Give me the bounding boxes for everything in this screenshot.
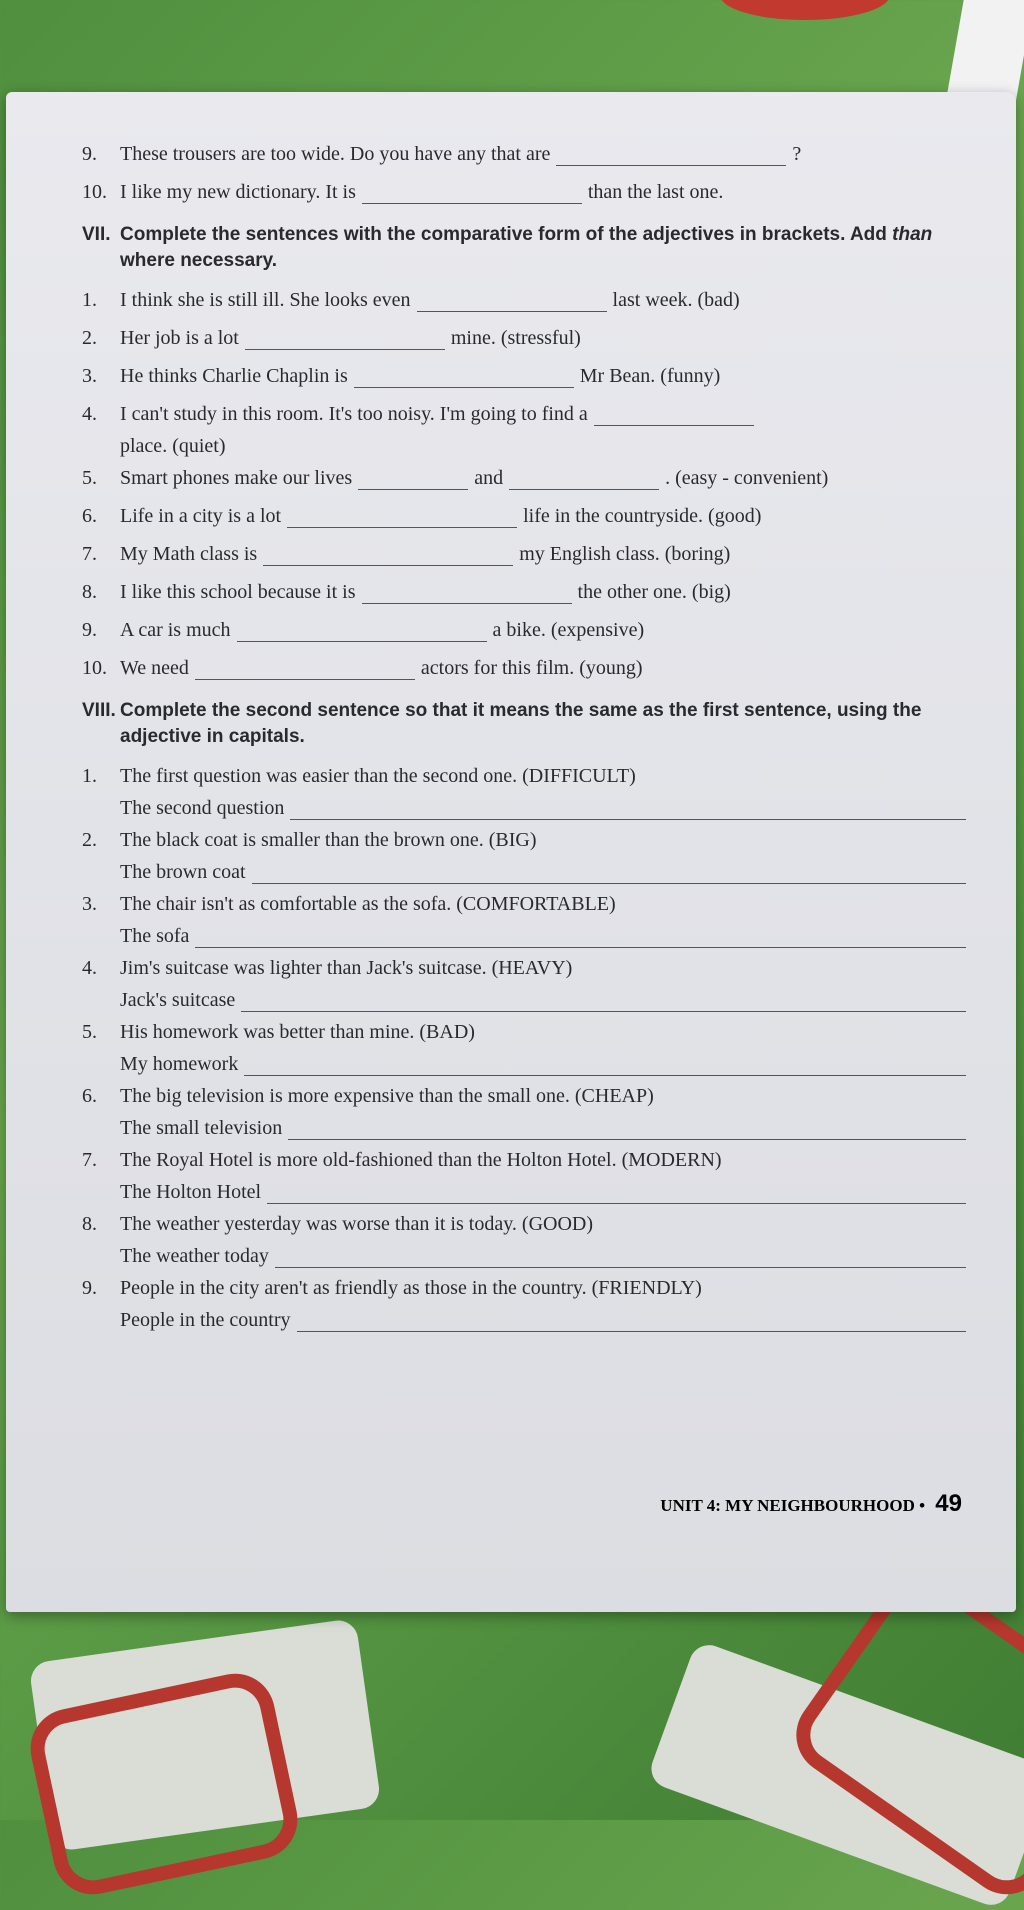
item-number: 1.: [82, 289, 97, 311]
exercise-item: [82, 892, 972, 948]
exercise-line: [82, 180, 972, 204]
item-after: . (easy - convenient): [665, 467, 829, 489]
item-number: 9.: [82, 619, 97, 641]
answer-blank[interactable]: [417, 293, 607, 312]
answer-blank[interactable]: [252, 865, 966, 884]
rewrite-start: Jack's suitcase: [120, 989, 236, 1011]
item-mid: and: [474, 467, 504, 489]
item-number: 2.: [82, 829, 97, 851]
item-after: last week. (bad): [612, 289, 740, 311]
answer-blank[interactable]: [556, 147, 786, 166]
rewrite-start: The Holton Hotel: [120, 1181, 262, 1203]
answer-blank[interactable]: [275, 1249, 966, 1268]
exercise-line: [82, 1212, 972, 1236]
rewrite-line: [82, 796, 972, 820]
exercise-line: [82, 892, 972, 916]
answer-blank[interactable]: [594, 407, 754, 426]
exercise-item: [82, 956, 972, 1012]
item-number: 4.: [82, 957, 97, 979]
item-text: These trousers are too wide. Do you have any that are: [120, 143, 551, 165]
item-after: place. (quiet): [120, 435, 226, 457]
item-number: 3.: [82, 893, 97, 915]
exercise-line: [82, 1148, 972, 1172]
item-sentence: The big television is more expensive than the small one. (CHEAP): [120, 1085, 654, 1107]
item-after: a bike. (expensive): [492, 619, 645, 641]
item-before: Life in a city is a lot: [120, 505, 282, 527]
answer-blank[interactable]: [509, 471, 659, 490]
rewrite-line: [82, 1116, 972, 1140]
exercise-line: [82, 1276, 972, 1300]
rewrite-start: The sofa: [120, 925, 190, 947]
exercise-line: [82, 580, 972, 604]
item-sentence: The black coat is smaller than the brown one. (BIG): [120, 829, 537, 851]
exercise-line: [82, 1020, 972, 1044]
item-number: 4.: [82, 403, 97, 425]
item-sentence: The chair isn't as comfortable as the sofa. (COMFORTABLE): [120, 893, 616, 915]
exercise-line-continued: [82, 434, 972, 458]
footer-bullet: •: [919, 1496, 926, 1515]
item-number: 6.: [82, 1085, 97, 1107]
rewrite-line: [82, 1244, 972, 1268]
exercise-line: [82, 764, 972, 788]
item-number: 7.: [82, 543, 97, 565]
answer-blank[interactable]: [362, 585, 572, 604]
exercise-line: [82, 828, 972, 852]
exercise-line: [82, 956, 972, 980]
exercise-item: [82, 1148, 972, 1204]
item-before: He thinks Charlie Chaplin is: [120, 365, 348, 387]
answer-blank[interactable]: [290, 801, 966, 820]
page-footer: [660, 1490, 962, 1518]
answer-blank[interactable]: [244, 1057, 966, 1076]
item-sentence: The first question was easier than the second one. (DIFFICULT): [120, 765, 636, 787]
exercise-line: [82, 402, 972, 426]
item-number: 2.: [82, 327, 97, 349]
answer-blank[interactable]: [297, 1313, 966, 1332]
item-number: 8.: [82, 1213, 97, 1235]
exercise-line: [82, 618, 972, 642]
item-sentence: The Royal Hotel is more old-fashioned than the Holton Hotel. (MODERN): [120, 1149, 722, 1171]
section-instruction: Complete the second sentence so that it means the same as the first sentence, using the adjective in capitals.: [120, 700, 922, 747]
item-number: 5.: [82, 467, 97, 489]
item-number: 9.: [82, 143, 97, 165]
section-instruction: [120, 222, 972, 274]
exercise-line: [82, 288, 972, 312]
answer-blank[interactable]: [288, 1121, 966, 1140]
answer-blank[interactable]: [267, 1185, 966, 1204]
item-number: 1.: [82, 765, 97, 787]
rewrite-line: [82, 1052, 972, 1076]
answer-blank[interactable]: [241, 993, 966, 1012]
section-viii-heading: [82, 698, 972, 750]
rewrite-start: The second question: [120, 797, 285, 819]
instruction-part: where necessary.: [120, 250, 278, 271]
item-before: My Math class is: [120, 543, 258, 565]
section-number: VIII.: [82, 700, 116, 721]
answer-blank[interactable]: [245, 331, 445, 350]
exercise-line: [82, 142, 972, 166]
item-number: 8.: [82, 581, 97, 603]
rewrite-start: The small television: [120, 1117, 283, 1139]
item-number: 10.: [82, 181, 107, 203]
section-vii-heading: [82, 222, 972, 274]
answer-blank[interactable]: [287, 509, 517, 528]
item-number: 6.: [82, 505, 97, 527]
exercise-item: [82, 402, 972, 458]
item-number: 5.: [82, 1021, 97, 1043]
answer-blank[interactable]: [358, 471, 468, 490]
item-text-end: than the last one.: [587, 181, 724, 203]
rewrite-line: [82, 860, 972, 884]
rewrite-start: People in the country: [120, 1309, 291, 1331]
background-red-shape: [720, 0, 890, 20]
item-before: I can't study in this room. It's too noisy. I'm going to find a: [120, 403, 588, 425]
answer-blank[interactable]: [362, 185, 582, 204]
item-before: I think she is still ill. She looks even: [120, 289, 411, 311]
item-after: my English class. (boring): [519, 543, 731, 565]
item-after: life in the countryside. (good): [523, 505, 762, 527]
item-after: the other one. (big): [577, 581, 731, 603]
answer-blank[interactable]: [195, 929, 966, 948]
exercise-line: [82, 326, 972, 350]
unit-title: UNIT 4: MY NEIGHBOURHOOD: [660, 1496, 915, 1515]
exercise-line: [82, 542, 972, 566]
exercise-line: [82, 364, 972, 388]
answer-blank[interactable]: [354, 369, 574, 388]
rewrite-line: [82, 1180, 972, 1204]
rewrite-line: [82, 1308, 972, 1332]
exercise-item: [82, 1276, 972, 1332]
item-number: 9.: [82, 1277, 97, 1299]
exercise-item: [82, 764, 972, 820]
item-after: mine. (stressful): [450, 327, 581, 349]
section-number: VII.: [82, 224, 111, 245]
item-before: Smart phones make our lives: [120, 467, 353, 489]
instruction-italic: than: [892, 224, 933, 245]
item-sentence: His homework was better than mine. (BAD): [120, 1021, 475, 1043]
exercise-line: [82, 466, 972, 490]
item-before: We need: [120, 657, 189, 679]
item-number: 10.: [82, 657, 107, 679]
exercise-line: [82, 656, 972, 680]
exercise-item: [82, 828, 972, 884]
answer-blank[interactable]: [263, 547, 513, 566]
exercise-line: [82, 504, 972, 528]
answer-blank[interactable]: [237, 623, 487, 642]
item-sentence: The weather yesterday was worse than it is today. (GOOD): [120, 1213, 593, 1235]
exercise-item: [82, 1084, 972, 1140]
page-content: [82, 142, 972, 1340]
item-after: actors for this film. (young): [420, 657, 643, 679]
item-number: 7.: [82, 1149, 97, 1171]
exercise-item: [82, 1212, 972, 1268]
item-sentence: People in the city aren't as friendly as those in the country. (FRIENDLY): [120, 1277, 702, 1299]
item-after: Mr Bean. (funny): [579, 365, 721, 387]
page-number: 49: [935, 1490, 962, 1517]
item-sentence: Jim's suitcase was lighter than Jack's suitcase. (HEAVY): [120, 957, 573, 979]
rewrite-start: The weather today: [120, 1245, 269, 1267]
item-text-end: ?: [792, 143, 802, 165]
workbook-page: [6, 92, 1016, 1612]
rewrite-line: [82, 988, 972, 1012]
rewrite-start: The brown coat: [120, 861, 246, 883]
exercise-line: [82, 1084, 972, 1108]
item-before: I like this school because it is: [120, 581, 356, 603]
item-before: Her job is a lot: [120, 327, 239, 349]
exercise-item: [82, 1020, 972, 1076]
rewrite-line: [82, 924, 972, 948]
item-before: A car is much: [120, 619, 231, 641]
answer-blank[interactable]: [195, 661, 415, 680]
item-number: 3.: [82, 365, 97, 387]
instruction-part: Complete the sentences with the comparative form of the adjectives in brackets. Add: [120, 224, 893, 245]
item-text: I like my new dictionary. It is: [120, 181, 356, 203]
rewrite-start: My homework: [120, 1053, 239, 1075]
